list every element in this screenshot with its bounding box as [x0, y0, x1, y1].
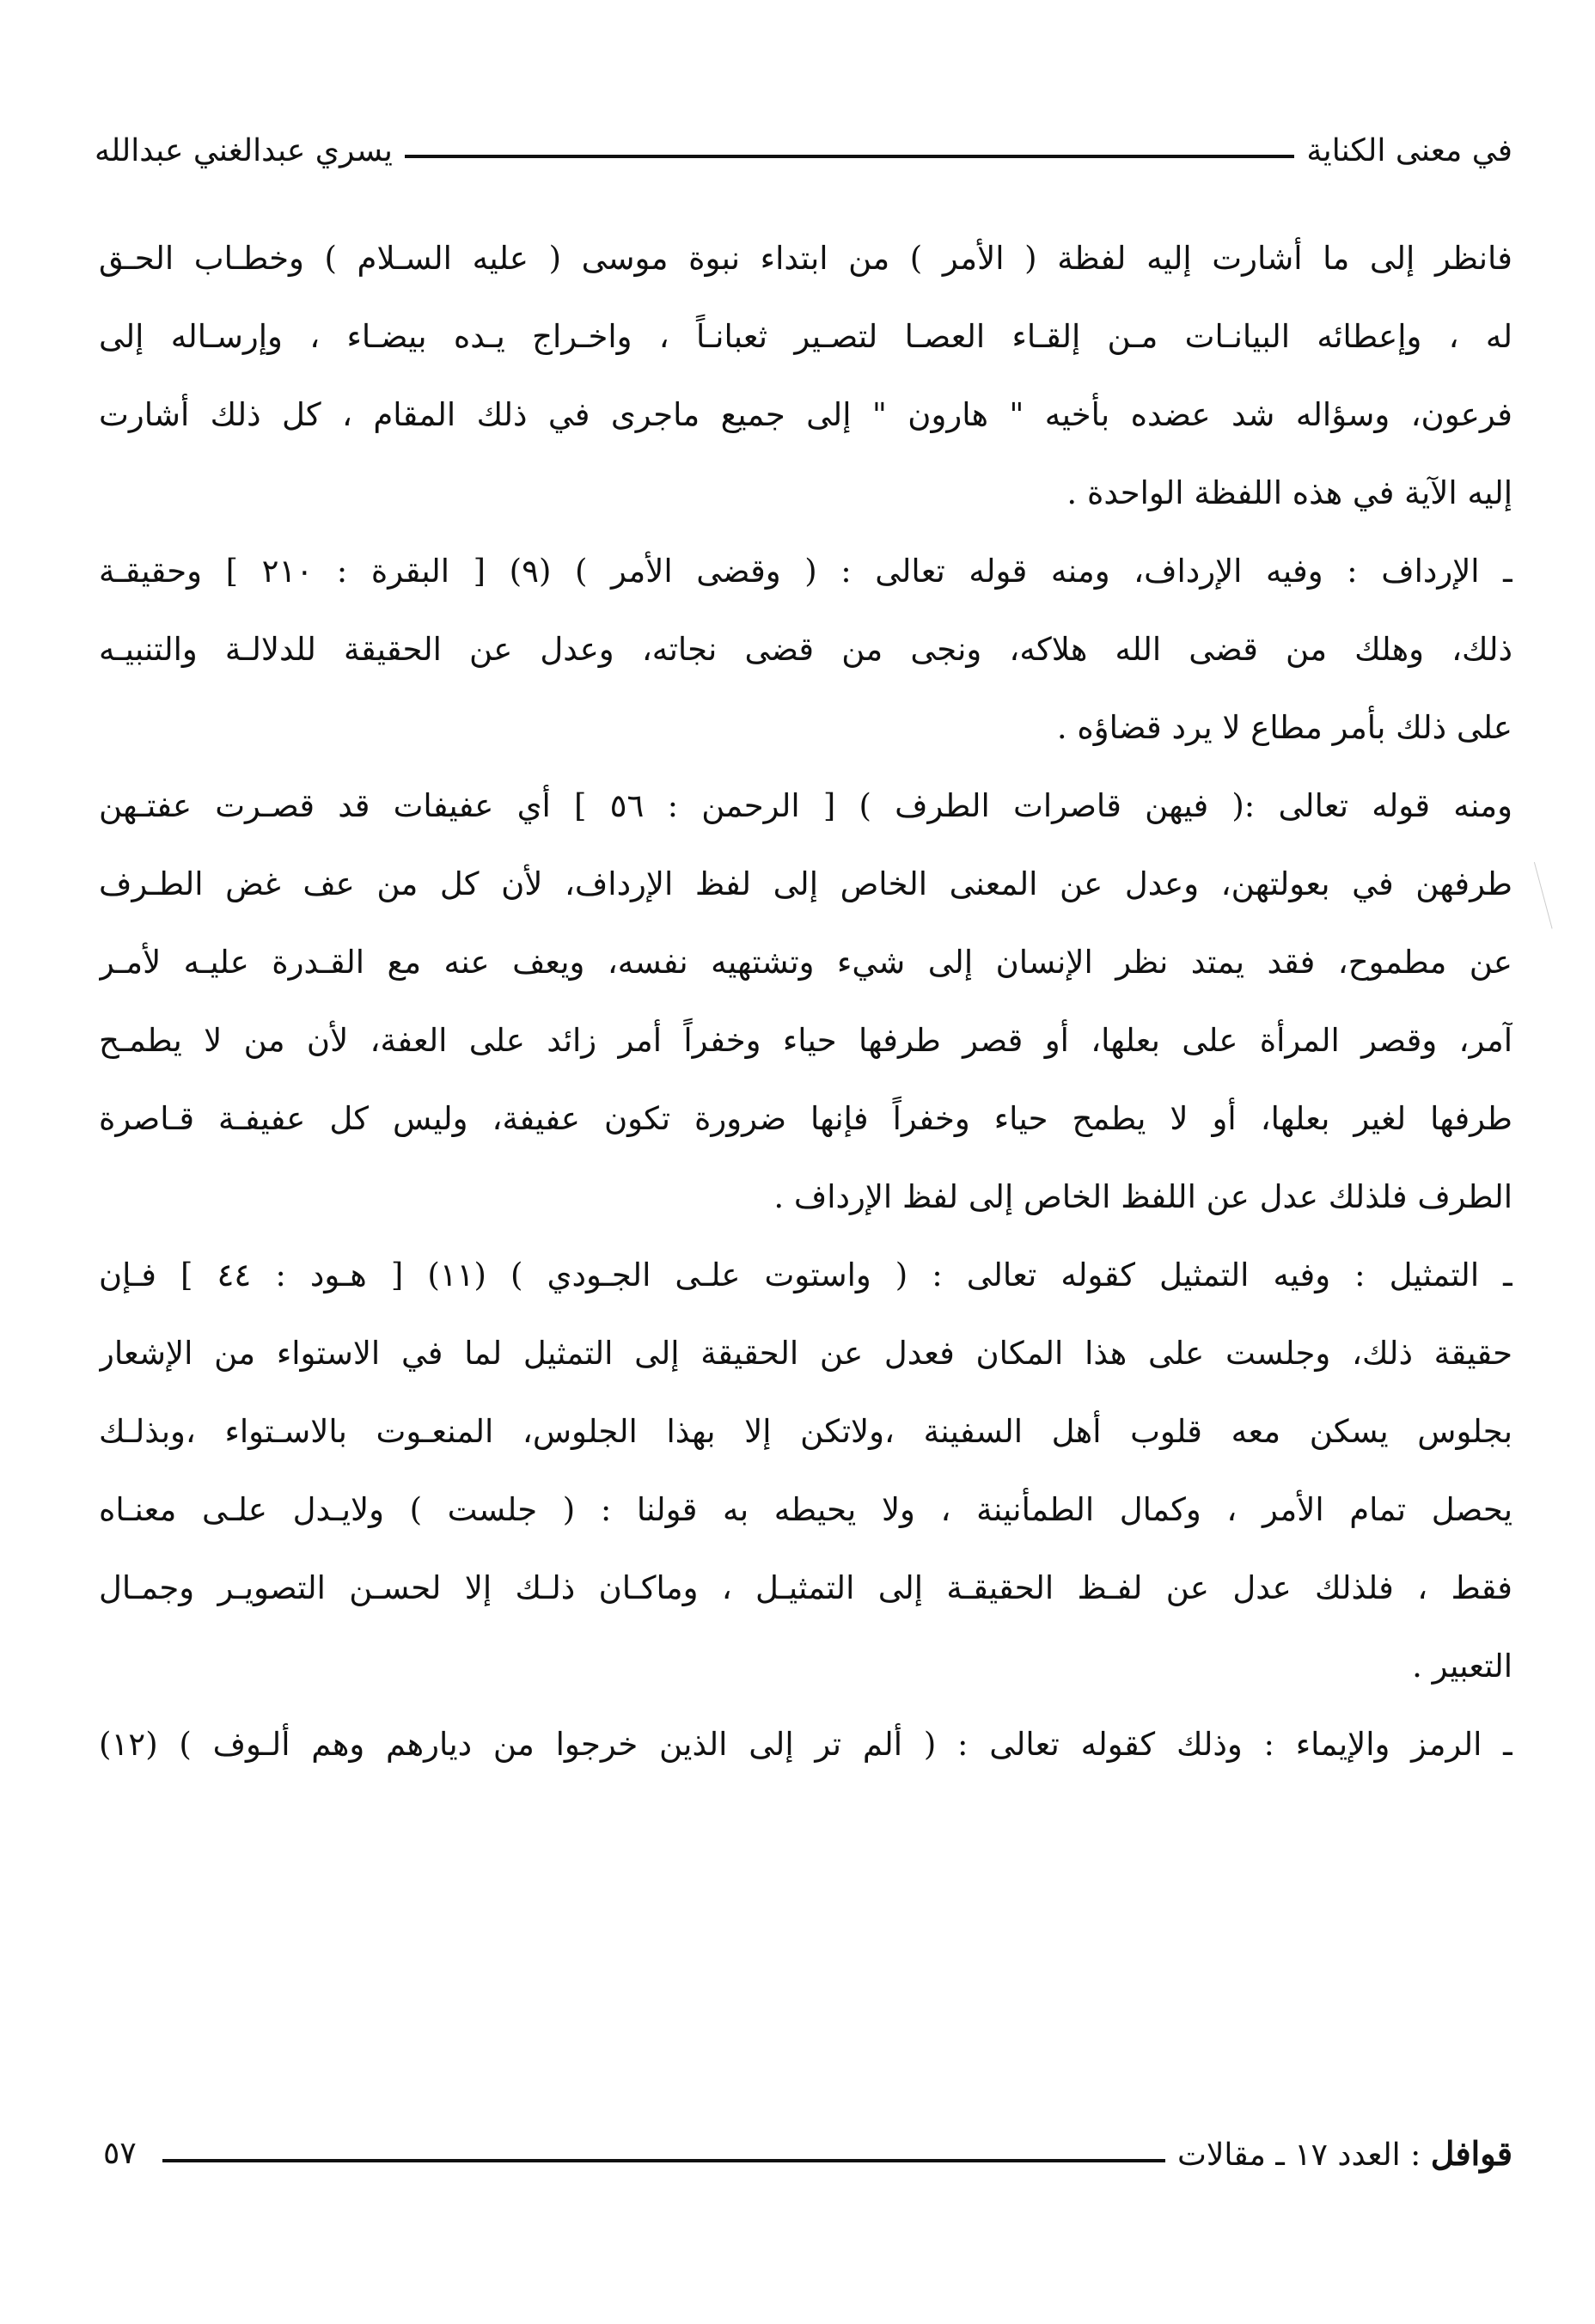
text-line: حقيقة ذلك، وجلست على هذا المكان فعدل عن الحقيقة إلى التمثيل لما في الاستواء من الإشعار — [99, 1335, 1512, 1372]
header-title: في معنى الكناية — [1306, 132, 1512, 168]
text-line: آمر، وقصر المرأة على بعلها، أو قصر طرفها حياء وخفراً أمر زائد على العفة، لأن من لا يطمـح — [99, 1022, 1512, 1059]
header-rule — [405, 155, 1294, 158]
footer-rule — [162, 2159, 1165, 2162]
text-line: ـ الإرداف : وفيه الإرداف، ومنه قوله تعالى : ( وقضى الأمر ) (٩) [ البقرة : ٢١٠ ] وحقيقـة — [99, 553, 1512, 590]
text-line: ذلك، وهلك من قضى الله هلاكه، ونجى من قضى نجاته، وعدل عن الحقيقة للدلالـة والتنبيـه — [99, 631, 1512, 668]
text-line: فقط ، فلذلك عدل عن لفـظ الحقيقـة إلى التمثيـل ، وماكـان ذلـك إلا لحسـن التصويـر وجمـال — [99, 1569, 1512, 1606]
text-line: التعبير . — [1412, 1648, 1512, 1685]
running-footer — [95, 2119, 1512, 2187]
issue-label: : العدد ١٧ ـ مقالات — [1176, 2137, 1421, 2173]
text-line: على ذلك بأمر مطاع لا يرد قضاؤه . — [1056, 709, 1512, 746]
text-line: ومنه قوله تعالى :( فيهن قاصرات الطرف ) [ الرحمن : ٥٦ ] أي عفيفات قد قصـرت عفتـهن — [99, 787, 1512, 824]
text-line: فرعون، وسؤاله شد عضده بأخيه " هارون " إلى جميع ماجرى في ذلك المقام ، كل ذلك أشارت — [99, 396, 1512, 433]
margin-mark — [1534, 859, 1564, 928]
body-text — [99, 219, 1512, 1783]
text-line: طرفها لغير بعلها، أو لا يطمح حياء وخفراً فإنها ضرورة تكون عفيفة، وليس كل عفيفـة قـاصرة — [99, 1100, 1512, 1137]
text-line: يحصل تمام الأمر ، وكمال الطمأنينة ، ولا يحيطه به قولنا : ( جلست ) ولايـدل علـى معنـاه — [99, 1491, 1512, 1528]
text-line: ـ الرمز والإيماء : وذلك كقوله تعالى : ( ألم تر إلى الذين خرجوا من ديارهم وهم ألـوف ) (١٢) — [99, 1726, 1512, 1763]
text-line: بجلوس يسكن معه قلوب أهل السفينة ،ولاتكن إلا بهذا الجلوس، المنعـوت بالاسـتواء ،وبذلـك — [99, 1413, 1512, 1450]
journal-name: قوافل — [1430, 2133, 1512, 2173]
text-line: فانظر إلى ما أشارت إليه لفظة ( الأمر ) من ابتداء نبوة موسى ( عليه السـلام ) وخطـاب الحـق — [99, 240, 1512, 277]
page-number: ٥٧ — [103, 2135, 137, 2171]
text-line: طرفهن في بعولتهن، وعدل عن المعنى الخاص إلى لفظ الإرداف، لأن كل من عف غض الطـرف — [99, 865, 1512, 902]
text-line: ـ التمثيل : وفيه التمثيل كقوله تعالى : ( واستوت علـى الجـودي ) (١١) [ هـود : ٤٤ ] فـإن — [99, 1257, 1512, 1293]
footer-journal — [1165, 2134, 1512, 2173]
header-author: يسري عبدالغني عبدالله — [95, 132, 393, 168]
running-header — [95, 116, 1512, 185]
text-line: الطرف فلذلك عدل عن اللفظ الخاص إلى لفظ الإرداف . — [773, 1178, 1512, 1215]
text-line: له ، وإعطائه البيانـات مـن إلقـاء العصـا لتصـير ثعبانـاً ، واخـراج يـده بيضـاء ، وإرسـاله إلى — [99, 318, 1512, 355]
text-line: إليه الآية في هذه اللفظة الواحدة . — [1066, 474, 1512, 511]
text-line: عن مطموح، فقد يمتد نظر الإنسان إلى شيء وتشتهيه نفسه، ويعف عنه مع القـدرة عليـه لأمـر — [99, 944, 1512, 981]
